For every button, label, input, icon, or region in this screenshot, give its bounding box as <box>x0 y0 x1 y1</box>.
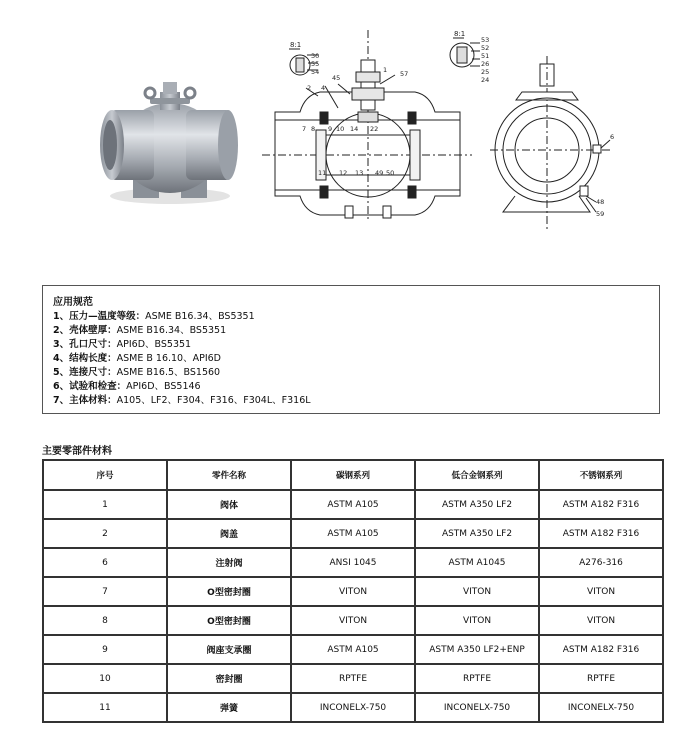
spec-title: 应用规范 <box>53 297 93 308</box>
cell-stainless: ASTM A182 F316 <box>539 635 663 664</box>
spec-item: 2、壳体壁厚：ASME B16.34、BS5351 <box>53 325 227 336</box>
spec-item: 5、连接尺寸：ASME B16.5、BS1560 <box>53 367 221 378</box>
callout-1: 1 <box>383 66 388 74</box>
callout-2: 2 <box>307 84 312 92</box>
callout-9: 9 <box>328 125 333 133</box>
cell-stainless: VITON <box>539 606 663 635</box>
part-51: 51 <box>481 52 490 60</box>
callout-8: 8 <box>311 125 316 133</box>
header-low-alloy-steel: 低合金钢系列 <box>415 460 539 490</box>
cell-no: 6 <box>43 548 167 577</box>
cell-part-name: 密封圈 <box>167 664 291 693</box>
callout-59: 59 <box>596 210 605 218</box>
table-header-row <box>43 460 663 490</box>
table-row <box>43 490 663 519</box>
cell-carbon: ASTM A105 <box>291 490 415 519</box>
cell-low-alloy: INCONELX-750 <box>415 693 539 722</box>
cell-part-name: 阀体 <box>167 490 291 519</box>
cell-carbon: ANSI 1045 <box>291 548 415 577</box>
detail-label-left: 8:1 <box>290 41 302 49</box>
detail-right-callouts <box>481 36 489 84</box>
callout-49: 49 <box>375 169 384 177</box>
cell-stainless: VITON <box>539 577 663 606</box>
table-row <box>43 519 663 548</box>
cell-stainless: ASTM A182 F316 <box>539 490 663 519</box>
part-52: 52 <box>481 44 490 52</box>
part-24: 24 <box>481 76 490 84</box>
callout-4: 4 <box>321 84 326 92</box>
callout-22: 22 <box>370 125 379 133</box>
cell-stainless: ASTM A182 F316 <box>539 519 663 548</box>
table-row <box>43 577 663 606</box>
cell-no: 1 <box>43 490 167 519</box>
cell-part-name: 阀座支承圈 <box>167 635 291 664</box>
materials-table <box>42 459 664 723</box>
callout-48: 48 <box>596 198 605 206</box>
cell-part-name: 弹簧 <box>167 693 291 722</box>
cell-stainless: RPTFE <box>539 664 663 693</box>
table-row <box>43 664 663 693</box>
cell-low-alloy: ASTM A350 LF2+ENP <box>415 635 539 664</box>
cell-no: 8 <box>43 606 167 635</box>
spec-item: 6、试验和检查：API6D、BS5146 <box>53 381 201 392</box>
part-55: 55 <box>311 60 320 68</box>
cell-no: 9 <box>43 635 167 664</box>
callout-14: 14 <box>350 125 359 133</box>
part-53: 53 <box>481 36 490 44</box>
callout-6: 6 <box>610 133 615 141</box>
part-30: 30 <box>311 52 320 60</box>
cell-low-alloy: ASTM A350 LF2 <box>415 490 539 519</box>
cell-carbon: RPTFE <box>291 664 415 693</box>
callout-13: 13 <box>355 169 364 177</box>
cell-low-alloy: VITON <box>415 577 539 606</box>
table-row <box>43 635 663 664</box>
cell-low-alloy: VITON <box>415 606 539 635</box>
detail-label-right: 8:1 <box>454 30 466 38</box>
cell-carbon: VITON <box>291 577 415 606</box>
spec-item: 7、主体材料：A105、LF2、F304、F316、F304L、F316L <box>53 395 311 406</box>
cell-no: 11 <box>43 693 167 722</box>
part-26: 26 <box>481 60 490 68</box>
callout-11: 11 <box>318 169 327 177</box>
spec-item: 4、结构长度：ASME B 16.10、API6D <box>53 353 221 364</box>
cell-part-name: 阀盖 <box>167 519 291 548</box>
header-no: 序号 <box>43 460 167 490</box>
application-spec-box <box>42 285 660 414</box>
detail-section-left <box>289 41 319 76</box>
cell-low-alloy: RPTFE <box>415 664 539 693</box>
spec-item: 3、孔口尺寸：API6D、BS5351 <box>53 339 192 350</box>
cell-stainless: A276-316 <box>539 548 663 577</box>
materials-title: 主要零部件材料 <box>42 446 112 457</box>
sectional-drawing <box>262 30 472 222</box>
valve-photo <box>100 82 238 204</box>
end-view-drawing <box>490 56 615 232</box>
callout-50: 50 <box>386 169 395 177</box>
cell-part-name: O型密封圈 <box>167 577 291 606</box>
table-row <box>43 548 663 577</box>
cell-stainless: INCONELX-750 <box>539 693 663 722</box>
cell-carbon: ASTM A105 <box>291 635 415 664</box>
cell-carbon: ASTM A105 <box>291 519 415 548</box>
cell-no: 10 <box>43 664 167 693</box>
callout-12: 12 <box>339 169 348 177</box>
callout-7: 7 <box>302 125 307 133</box>
part-25: 25 <box>481 68 490 76</box>
table-row <box>43 606 663 635</box>
cell-low-alloy: ASTM A1045 <box>415 548 539 577</box>
cell-no: 7 <box>43 577 167 606</box>
part-54: 54 <box>311 68 320 76</box>
cell-part-name: O型密封圈 <box>167 606 291 635</box>
spec-item: 1、压力—温度等级：ASME B16.34、BS5351 <box>53 311 255 322</box>
cell-low-alloy: ASTM A350 LF2 <box>415 519 539 548</box>
callout-57: 57 <box>400 70 409 78</box>
cell-carbon: INCONELX-750 <box>291 693 415 722</box>
detail-section-right <box>450 30 480 67</box>
table-row <box>43 693 663 722</box>
cell-no: 2 <box>43 519 167 548</box>
cell-carbon: VITON <box>291 606 415 635</box>
header-part-name: 零件名称 <box>167 460 291 490</box>
valve-figure <box>0 0 700 270</box>
cell-part-name: 注射阀 <box>167 548 291 577</box>
callout-45: 45 <box>332 74 341 82</box>
header-carbon-steel: 碳钢系列 <box>291 460 415 490</box>
callout-10: 10 <box>336 125 345 133</box>
header-stainless-steel: 不锈钢系列 <box>539 460 663 490</box>
